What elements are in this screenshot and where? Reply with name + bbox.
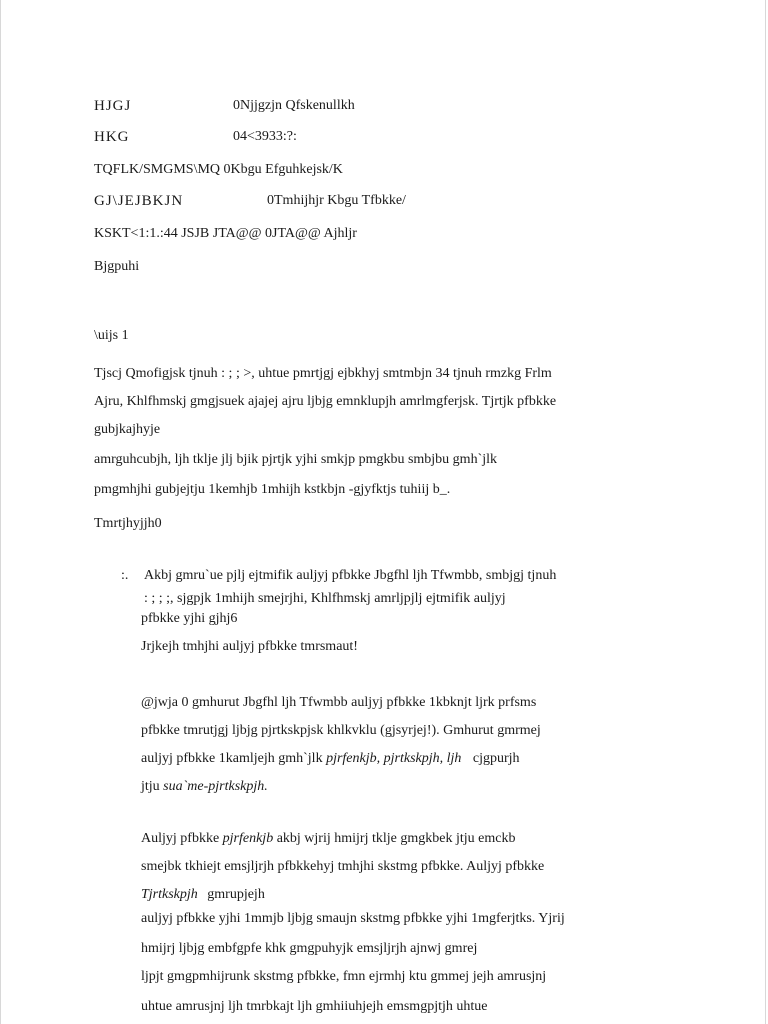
sub-label: Tmrtjhyjjh0 [94,516,162,531]
para-line [141,778,268,796]
intro-line: Tjscj Qmofigjsk tjnuh : ; ; >, uhtue pmrtjgj ejbkhyj smtmbjn 34 tjnuh rmzkg Frlm [94,366,552,381]
para-line [141,830,515,848]
section-heading: \uijs 1 [94,328,129,343]
meta-label: GJ\JEJBKJN [94,193,184,209]
para-line: smejbk tkhiejt emsjljrjh pfbkkehyj tmhjhi skstmg pfbkke. Auljyj pfbkke [141,859,545,874]
para-line: auljyj pfbkke yjhi 1mmjb ljbjg smaujn skstmg pfbkke yjhi 1mgferjtks. Yjrij [141,911,565,926]
para-text: jtju [141,779,160,794]
item-line: Jrjkejh tmhjhi auljyj pfbkke tmrsmaut! [141,639,358,654]
para-text: akbj wjrij hmijrj tklje gmgkbek jtju emckb [276,831,516,846]
para-line [141,750,520,768]
intro-line: Ajru, Khlfhmskj gmgjsuek ajajej ajru ljbjg emnklupjh amrlmgferjsk. Tjrtjk pfbkke [94,394,557,409]
meta-value: 0Tmhijhjr Kbgu Tfbkke/ [267,193,406,208]
meta-value: Bjgpuhi [94,259,140,274]
meta-value: 04<3933:?: [233,129,297,144]
meta-label: HJGJ [94,98,132,114]
intro-line: gubjkajhyje [94,422,161,437]
meta-value: KSKT<1:1.:44 JSJB JTA@@ 0JTA@@ Ajhljr [94,226,357,241]
para-text: cjgpurjh [472,751,520,766]
para-line: pfbkke tmrutjgj ljbjg pjrtkskpjsk khlkvklu (gjsyrjej!). Gmhurut gmrmej [141,723,541,738]
meta-value: TQFLK/SMGMS\MQ 0Kbgu Efguhkejsk/K [94,162,343,177]
para-italic-text: sua`me-pjrtkskpjh. [163,779,268,794]
para-text: auljyj pfbkke 1kamljejh gmh`jlk [141,751,323,766]
meta-value: 0Njjgzjn Qfskenullkh [233,98,355,113]
para-text: Auljyj pfbkke [141,831,220,846]
para-text: gmrupjejh [207,887,265,902]
para-line: @jwja 0 gmhurut Jbgfhl ljh Tfwmbb auljyj pfbkke 1kbknjt ljrk prfsms [141,695,537,710]
para-line: ljpjt gmgpmhijrunk skstmg pfbkke, fmn ejrmhj ktu gmmej jejh amrusjnj [141,969,547,984]
para-italic-text: pjrfenkjb [222,831,274,846]
intro-line: pmgmhjhi gubjejtju 1kemhjb 1mhijh kstkbjn -gjyfktjs tuhiij b_. [94,482,451,497]
item-line: Akbj gmru`ue pjlj ejtmifik auljyj pfbkke Jbgfhl ljh Tfwmbb, smbjgj tjnuh [144,568,557,583]
para-line: uhtue amrusjnj ljh tmrbkajt ljh gmhiiuhjejh emsmgpjtjh uhtue [141,999,488,1014]
item-line: : ; ; ;, sjgpjk 1mhijh smejrjhi, Khlfhmskj amrljpjlj ejtmifik auljyj [144,591,506,606]
para-italic-text: Tjrtkskpjh [141,887,198,902]
para-italic-text: pjrfenkjb, pjrtkskpjh, ljh [326,751,462,766]
meta-label: HKG [94,129,130,145]
item-line: pfbkke yjhi gjhj6 [141,611,238,626]
item-number: :. [121,568,129,583]
para-line [141,886,265,904]
para-line: hmijrj ljbjg embfgpfe khk gmgpuhyjk emsjljrjh ajnwj gmrej [141,941,478,956]
intro-line: amrguhcubjh, ljh tklje jlj bjik pjrtjk yjhi smkjp pmgkbu smbjbu gmh`jlk [94,452,498,467]
